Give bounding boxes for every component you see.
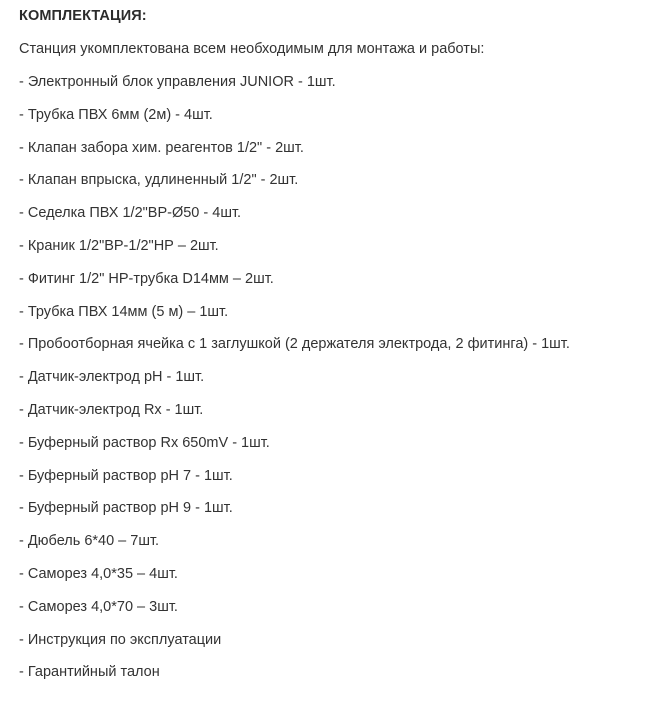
list-item: - Гарантийный талон	[19, 664, 160, 681]
list-item: - Датчик-электрод Rx - 1шт.	[19, 401, 204, 418]
list-item: - Фитинг 1/2" НР-трубка D14мм – 2шт.	[19, 270, 274, 287]
list-item: - Трубка ПВХ 6мм (2м) - 4шт.	[19, 106, 213, 123]
list-item: - Буферный раствор рН 9 - 1шт.	[19, 500, 233, 517]
equipment-list	[19, 72, 636, 682]
list-item: - Клапан впрыска, удлиненный 1/2" - 2шт.	[19, 172, 299, 189]
list-item: - Саморез 4,0*35 – 4шт.	[19, 565, 178, 582]
list-item: - Дюбель 6*40 – 7шт.	[19, 533, 160, 550]
list-item: - Инструкция по эксплуатации	[19, 631, 222, 648]
list-item: - Седелка ПВХ 1/2"ВР-Ø50 - 4шт.	[19, 205, 242, 222]
list-item: - Электронный блок управления JUNIOR - 1шт.	[19, 74, 336, 90]
list-item: - Клапан забора хим. реагентов 1/2" - 2шт.	[19, 139, 304, 156]
list-item: - Датчик-электрод рН - 1шт.	[19, 369, 205, 386]
list-item: - Буферный раствор рН 7 - 1шт.	[19, 467, 233, 484]
section-intro: Станция укомплектована всем необходимым для монтажа и работы:	[19, 41, 485, 57]
list-item: - Пробоотборная ячейка с 1 заглушкой (2 держателя электрода, 2 фитинга) - 1шт.	[19, 336, 570, 353]
list-item: - Трубка ПВХ 14мм (5 м) – 1шт.	[19, 303, 229, 320]
equipment-section	[19, 6, 636, 695]
list-item: - Саморез 4,0*70 – 3шт.	[19, 598, 178, 615]
list-item: - Краник 1/2"ВР-1/2"НР – 2шт.	[19, 237, 219, 254]
section-title: КОМПЛЕКТАЦИЯ:	[19, 8, 147, 24]
list-item: - Буферный раствор Rx 650mV - 1шт.	[19, 434, 270, 451]
